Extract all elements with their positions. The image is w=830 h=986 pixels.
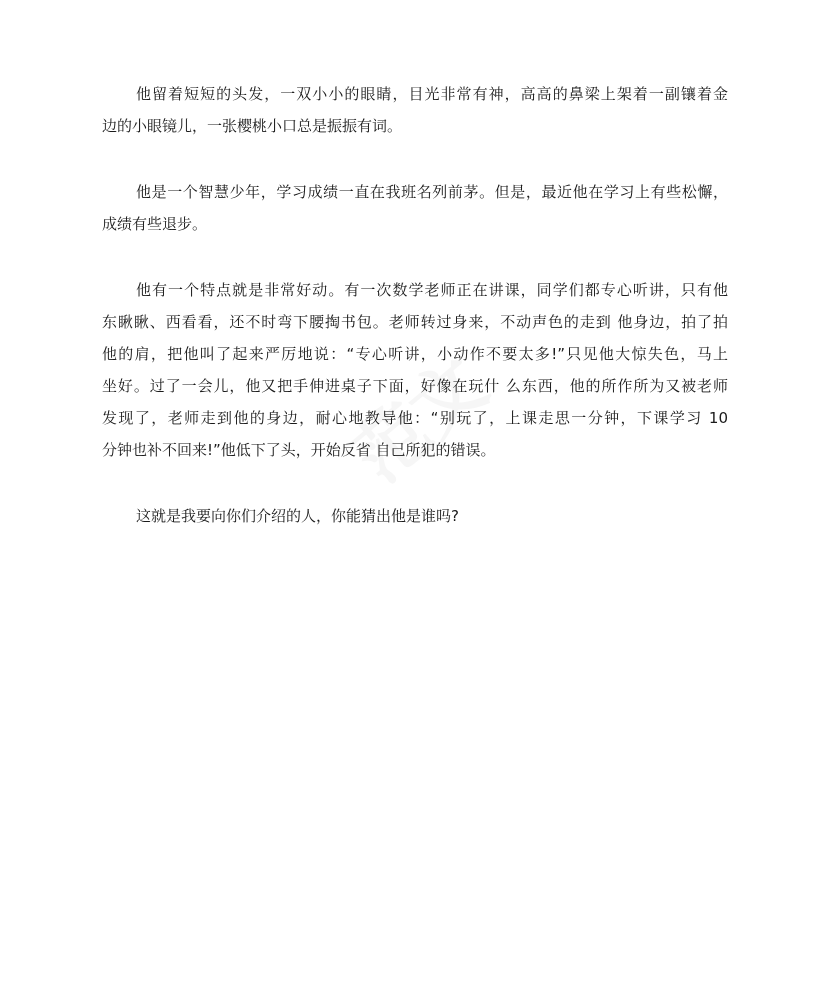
- text-line: 他有一个特点就是非常好动。有一次数学老师正在讲课，同学们都专心听讲，只有他: [136, 281, 728, 299]
- text-line: 分钟也补不回来!”他低下了头，开始反省 自己所犯的错误。: [102, 441, 496, 459]
- paragraph-closing: [102, 500, 728, 532]
- text-line: 他的肩，把他叫了起来严厉地说：“专心听讲，小动作不要太多!”只见他大惊失色，马上: [102, 345, 728, 363]
- text-line: 这就是我要向你们介绍的人，你能猜出他是谁吗?: [136, 507, 459, 525]
- text-line: 坐好。过了一会儿，他又把手伸进桌子下面，好像在玩什 么东西，他的所作所为又被老师: [102, 377, 728, 395]
- text-line: 成绩有些退步。: [102, 215, 208, 233]
- text-line: 他留着短短的头发，一双小小的眼睛，目光非常有神，高高的鼻梁上架着一副镶着金: [136, 85, 728, 103]
- text-line: 他是一个智慧少年，学习成绩一直在我班名列前茅。但是，最近他在学习上有些松懈，: [136, 183, 728, 201]
- text-line: 东瞅瞅、西看看，还不时弯下腰掏书包。老师转过身来，不动声色的走到 他身边，拍了拍: [102, 313, 728, 331]
- paragraph-appearance: [102, 78, 728, 142]
- paragraph-studies: [102, 176, 728, 240]
- document-body: [102, 78, 728, 566]
- text-line: 发现了，老师走到他的身边，耐心地教导他：“别玩了，上课走思一分钟，下课学习 10: [102, 409, 728, 427]
- paragraph-story: [102, 274, 728, 466]
- text-line: 边的小眼镜儿，一张樱桃小口总是振振有词。: [102, 117, 403, 135]
